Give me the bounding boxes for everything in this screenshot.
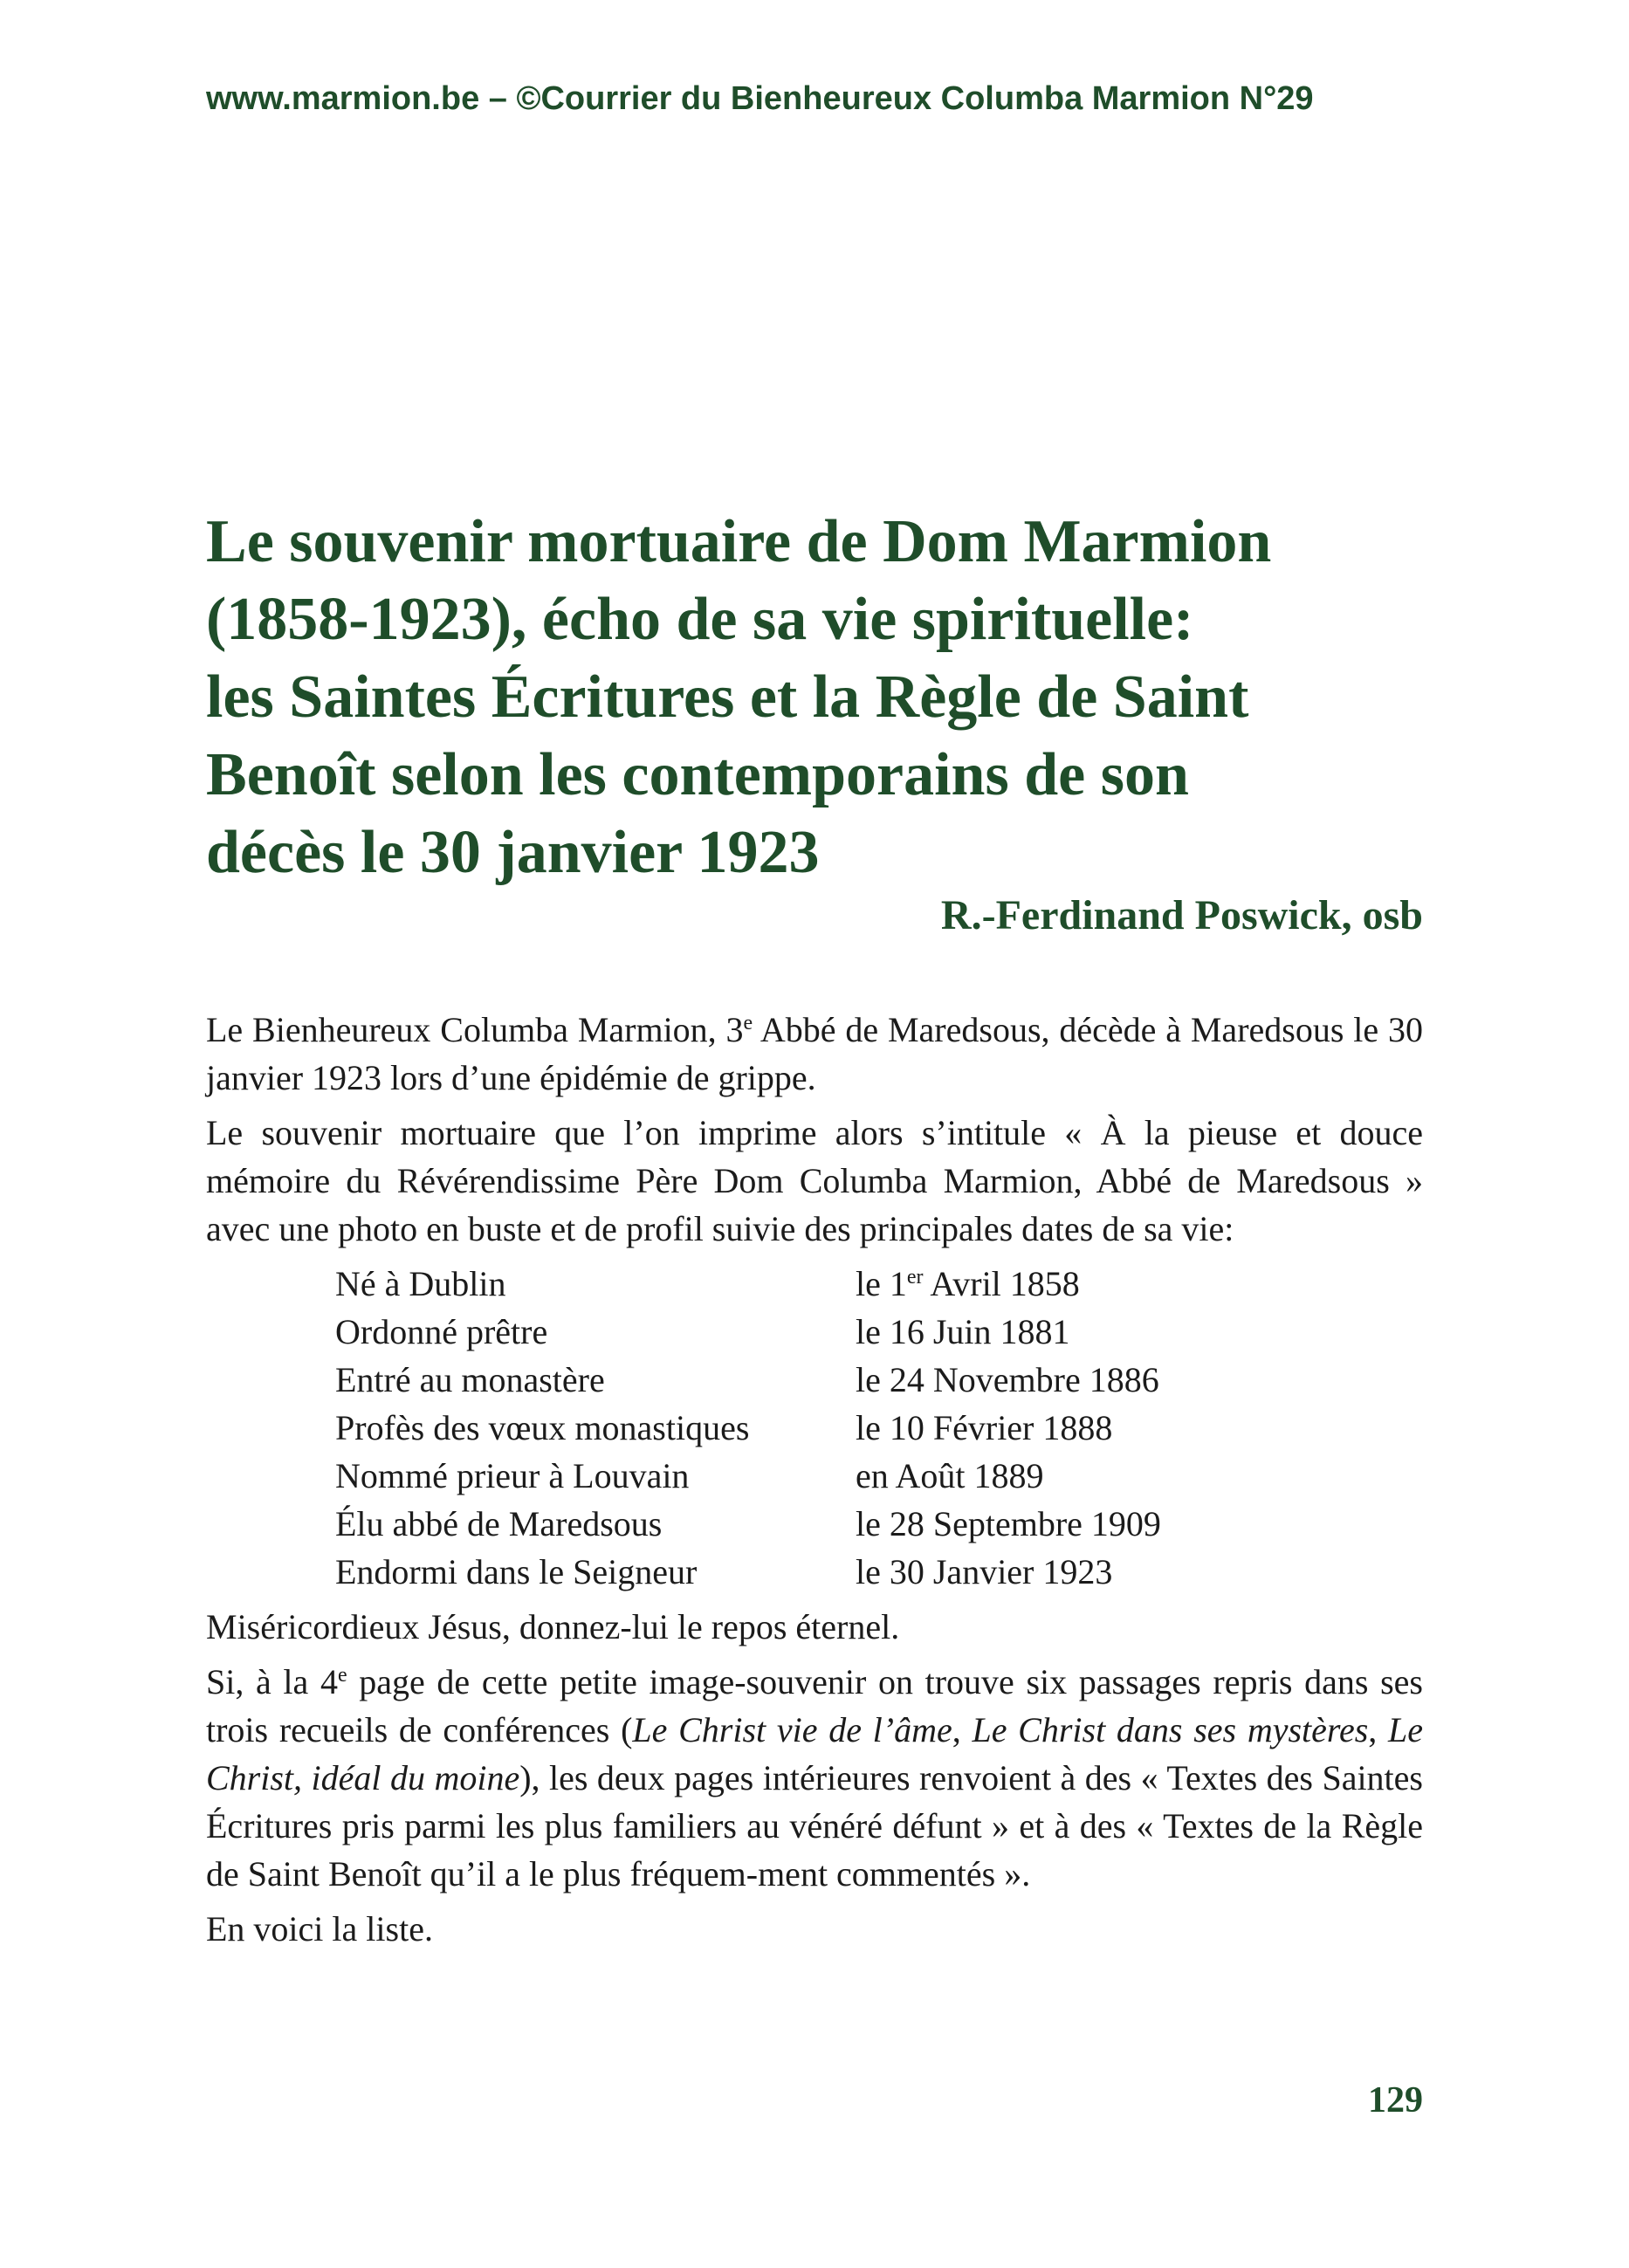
date-event: Endormi dans le Seigneur [335, 1552, 698, 1591]
date-value: le 30 Janvier 1923 [856, 1552, 1113, 1591]
paragraph-prayer: Miséricordieux Jésus, donnez-lui le repos éternel. [206, 1607, 900, 1646]
date-row [335, 1452, 1423, 1500]
date-row [335, 1548, 1423, 1596]
date-row [335, 1500, 1423, 1548]
date-event: Nommé prieur à Louvain [335, 1456, 690, 1495]
date-value: le 16 Juin 1881 [856, 1312, 1070, 1351]
date-row [335, 1404, 1423, 1452]
article-author: R.-Ferdinand Poswick, osb [940, 892, 1423, 938]
book-title: Le Christ, idéal du moine [206, 1710, 1424, 1797]
title-line: décès le 30 janvier 1923 [206, 819, 820, 886]
title-line: (1858-1923), écho de sa vie spirituelle: [206, 586, 1194, 653]
date-value: le 24 Novembre 1886 [856, 1360, 1159, 1399]
date-event: Profès des vœux monastiques [335, 1408, 750, 1447]
title-line: les Saintes Écritures et la Règle de Saint [206, 663, 1249, 731]
book-title: Le Christ vie de l’âme [632, 1710, 952, 1749]
date-value: en Août 1889 [856, 1456, 1044, 1495]
paragraph-passages: Si, à la 4e page de cette petite image-souvenir on trouve six passages repris dans ses trois recueils de conférences (Le Christ vie de l’âme, Le Christ dans ses mystères, Le Christ, idéal du moine), les deux pages intérieures renvoient à des « Textes des Saintes Écritures pris parmi les plus familiers au vénéré défunt » et à des « Textes de la Règle de Saint Benoît qu’il a le plus fréquem-ment commentés ». [206, 1662, 1424, 1893]
date-event: Ordonné prêtre [335, 1312, 548, 1351]
date-event: Élu abbé de Maredsous [335, 1504, 663, 1543]
date-value: le 10 Février 1888 [856, 1408, 1113, 1447]
date-row [335, 1356, 1423, 1404]
title-line: Benoît selon les contemporains de son [206, 741, 1189, 808]
paragraph-list-intro: En voici la liste. [206, 1909, 433, 1948]
page-number: 129 [1368, 2080, 1423, 2120]
date-value: le 28 Septembre 1909 [856, 1504, 1161, 1543]
date-event: Né à Dublin [335, 1264, 506, 1303]
paragraph-souvenir: Le souvenir mortuaire que l’on imprime alors s’intitule « À la pieuse et douce mémoire du Révérendissime Père Dom Columba Marmion, Abbé de Maredsous » avec une photo en buste et de profil suivie des principales dates de sa vie: [206, 1113, 1423, 1248]
title-line: Le souvenir mortuaire de Dom Marmion [206, 508, 1272, 575]
running-header: www.marmion.be – ©Courrier du Bienheureux Columba Marmion N°29 [206, 80, 1314, 117]
date-value: le 1er Avril 1858 [856, 1264, 1080, 1303]
date-row [335, 1308, 1423, 1356]
book-title: Le Christ dans ses mystères [972, 1710, 1369, 1749]
article-title [206, 503, 1428, 891]
date-row [335, 1260, 1423, 1308]
paragraph-intro: Le Bienheureux Columba Marmion, 3e Abbé de Maredsous, décède à Maredsous le 30 janvier 1923 lors d’une épidémie de grippe. [206, 1010, 1423, 1097]
date-event: Entré au monastère [335, 1360, 605, 1399]
article-body [206, 1006, 1423, 1960]
dates-list [335, 1260, 1423, 1596]
